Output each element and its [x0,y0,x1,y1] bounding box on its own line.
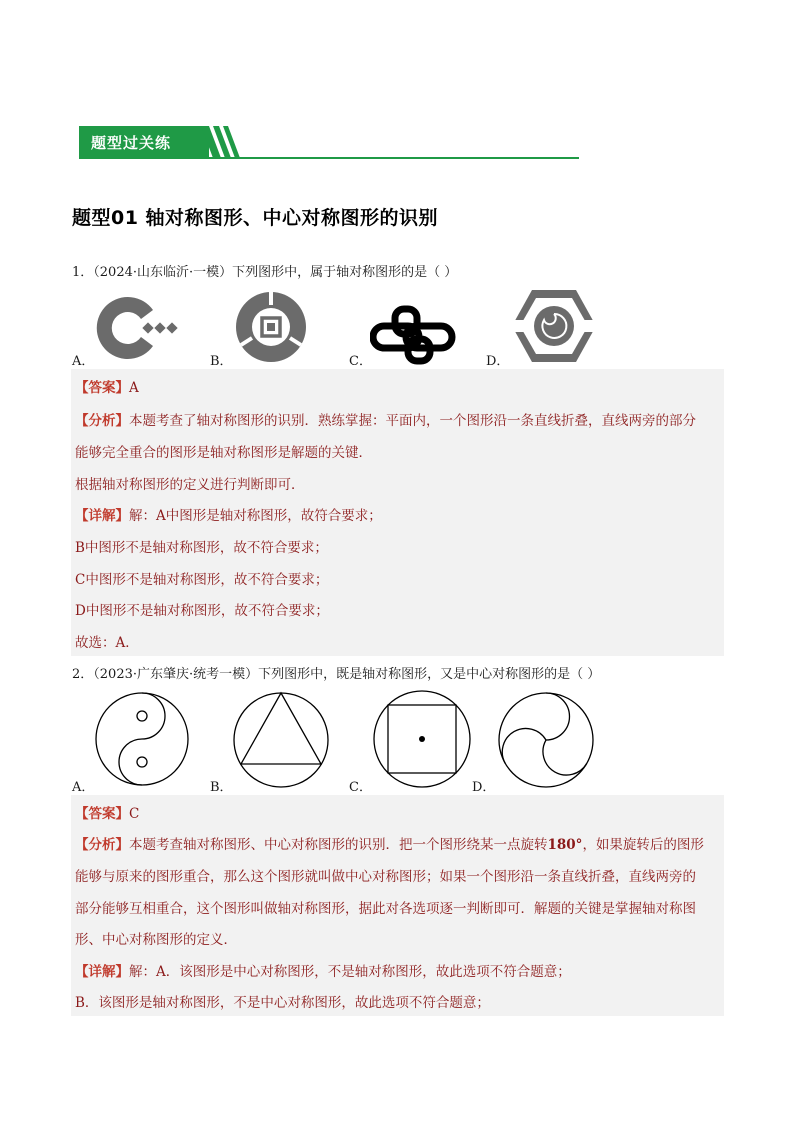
q1-detail-line-3: C中图形不是轴对称图形，故不符合要求； [75,572,329,588]
section-title: 题型01 轴对称图形、中心对称图形的识别 [72,207,439,229]
banner-underline [79,157,579,159]
q2-figure-c-square-in-circle [372,689,472,789]
q1-figure-c-knot [370,305,460,365]
q2-detail-line-2: B．该图形是轴对称图形，不是中心对称图形，故此选项不符合题意； [75,995,490,1011]
q2-rotation-angle: 180° [547,837,583,853]
q2-analysis-line-1 [75,833,704,853]
q2-analysis-line-3: 部分能够互相重合，这个图形叫做轴对称图形，据此对各选项逐一判断即可．解题的关键是掌握轴对称图 [75,901,696,917]
banner-label: 题型过关练 [91,134,172,152]
q2-option-c-label: C． [349,780,372,795]
q1-option-a-label: A． [72,354,95,369]
q2-figure-d-triple-swirl [497,691,595,789]
q1-answer-line [75,376,139,396]
analysis-tag: 【分析】 [75,837,129,853]
q2-answer-box [71,795,724,1016]
answer-tag: 【答案】 [75,806,129,822]
q1-stem: 1．（2024·山东临沂·一模）下列图形中，属于轴对称图形的是（ ） [72,265,458,280]
q2-option-a-label: A． [72,780,95,795]
q1-detail-line-1 [75,504,382,524]
q2-analysis-line-4: 形、中心对称图形的定义． [75,932,237,948]
q1-answer-box [71,369,724,656]
q1-detail-line-2: B中图形不是轴对称图形，故不符合要求； [75,540,328,556]
q2-figure-b-triangle-in-circle [232,691,330,789]
q1-figure-b-rotated-ring [230,290,314,366]
detail-tag: 【详解】 [75,964,129,980]
q2-analysis-line-2: 能够与原来的图形重合，那么这个图形就叫做中心对称图形；如果一个图形沿一条直线折叠，直线两旁的 [75,869,696,885]
q1-answer: A [129,380,139,396]
q1-analysis-line-1 [75,409,696,429]
q2-figure-a-yin-yang [94,691,190,787]
q2-option-b-label: B． [210,780,233,795]
q1-option-c-label: C． [349,354,372,369]
q1-option-d-label: D． [486,354,510,369]
q2-answer: C [129,806,140,822]
analysis-tag: 【分析】 [75,413,129,429]
q2-answer-line [75,802,139,822]
section-banner [79,126,579,160]
answer-tag: 【答案】 [75,380,129,396]
q1-detail-line-5: 故选：A． [75,635,139,651]
q1-figure-a-c-shape [92,292,182,364]
q1-analysis-line-3: 根据轴对称图形的定义进行判断即可． [75,477,305,493]
q1-figure-d-hexagon [510,288,598,364]
q2-stem: 2．（2023·广东肇庆·统考一模）下列图形中，既是轴对称图形，又是中心对称图形的是（ ） [72,667,601,682]
q1-analysis-line-2: 能够完全重合的图形是轴对称图形是解题的关键． [75,445,372,461]
q2-detail-text-1: 解：A．该图形是中心对称图形，不是轴对称图形，故此选项不符合题意； [129,964,571,980]
q1-analysis-text-1: 本题考查了轴对称图形的识别．熟练掌握：平面内，一个图形沿一条直线折叠，直线两旁的部分 [129,413,696,429]
q2-analysis-text-1c: ，如果旋转后的图形 [582,837,704,853]
q2-detail-line-1 [75,960,571,980]
q2-analysis-text-1a: 本题考查轴对称图形、中心对称图形的识别．把一个图形绕某一点旋转 [129,837,548,853]
q1-option-b-label: B． [210,354,233,369]
q1-detail-text-1: 解：A中图形是轴对称图形，故符合要求； [129,508,382,524]
q1-detail-line-4: D中图形不是轴对称图形，故不符合要求； [75,603,329,619]
banner-stripes-icon [201,126,241,158]
detail-tag: 【详解】 [75,508,129,524]
q2-option-d-label: D． [472,780,496,795]
